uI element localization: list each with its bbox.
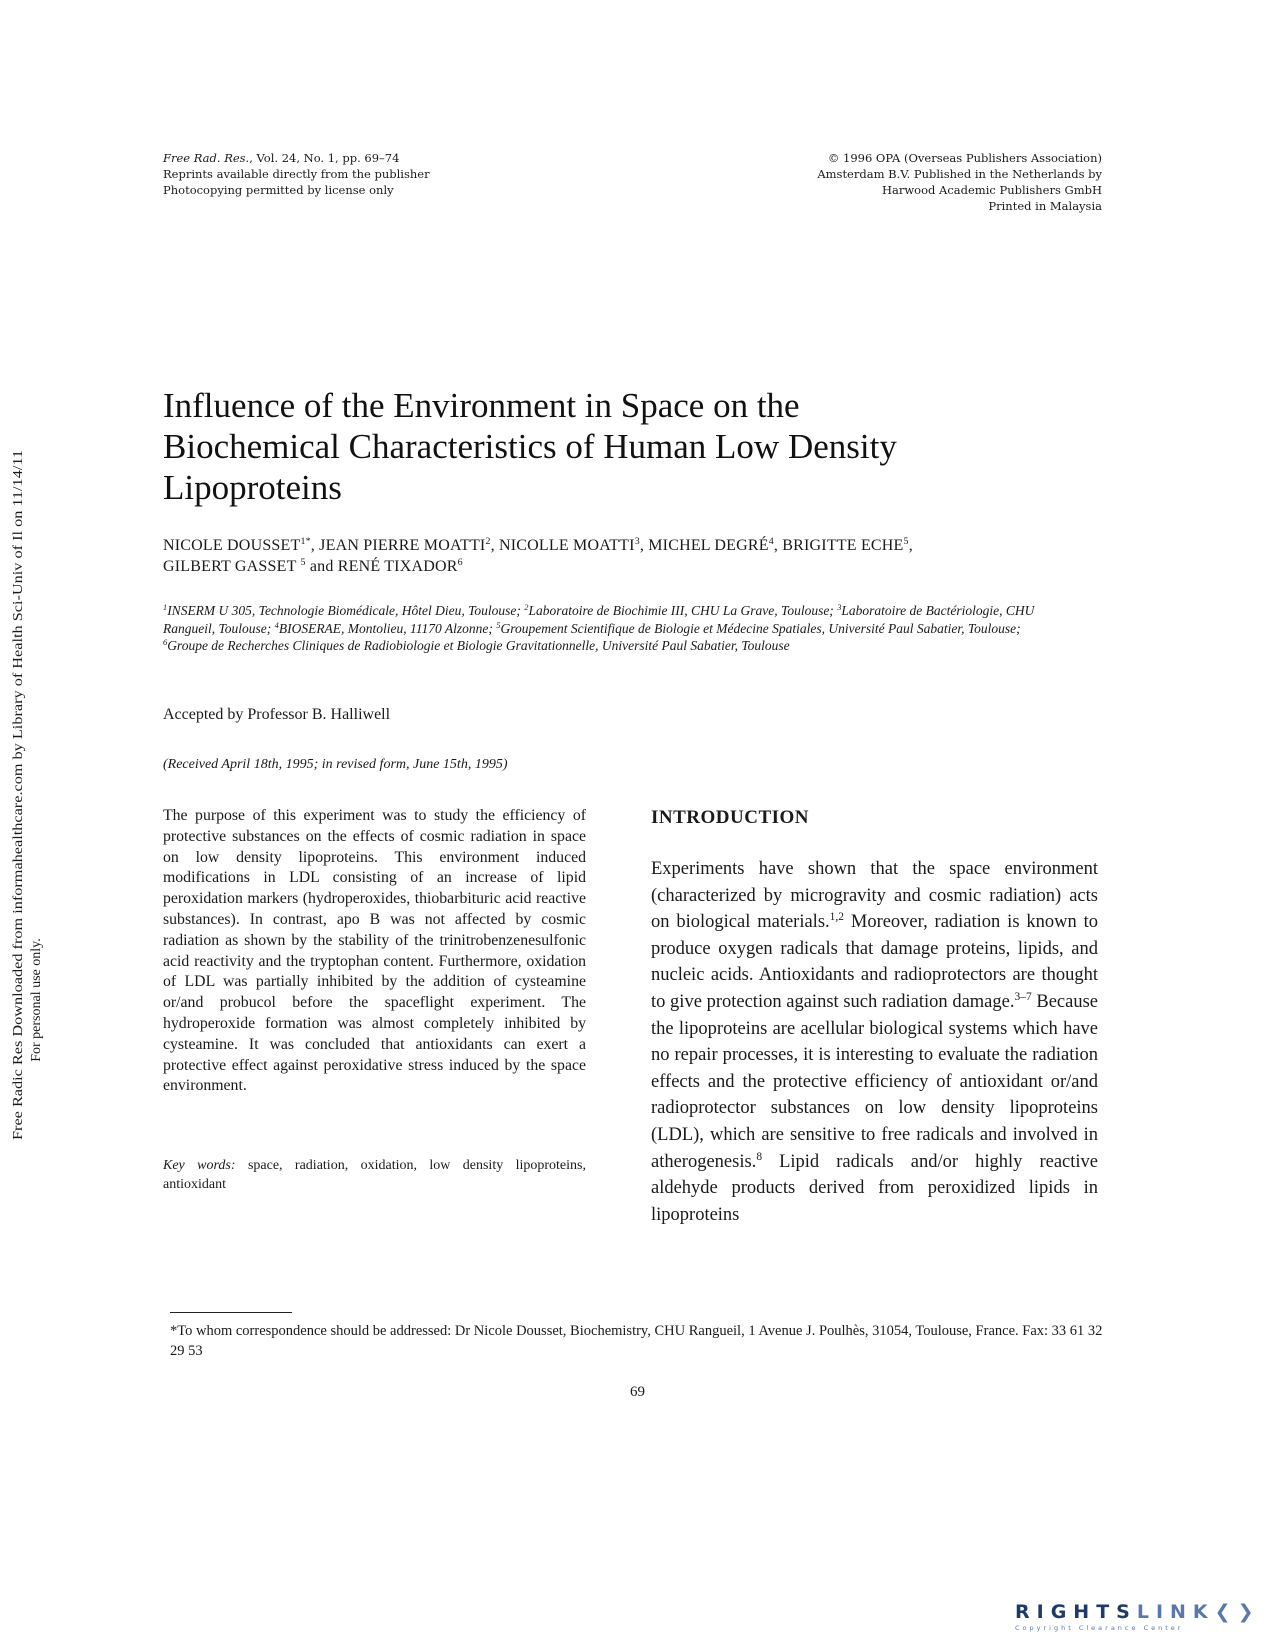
logo-link: LINK — [1136, 1601, 1215, 1623]
affil-text: Groupement Scientifique de Biologie et Médecine Spatiales, Université Paul Sabatier, Toulouse; — [500, 620, 1021, 636]
printed-line: Printed in Malaysia — [988, 199, 1102, 213]
sidebar-line-1: Free Radic Res Downloaded from informahealthcare.com by Library of Health Sci-Univ of Il on 11/14/11 — [11, 545, 26, 1140]
intro-text: Lipid radicals and/or highly reactive aldehyde products derived from peroxidized lipids in lipoproteins — [651, 1151, 1098, 1225]
published-line: Amsterdam B.V. Published in the Netherlands by — [817, 167, 1102, 181]
page-number: 69 — [630, 1384, 645, 1400]
author-name: , JEAN PIERRE MOATTI — [310, 537, 486, 554]
affil-sup: 6 — [163, 637, 168, 647]
author-name: GILBERT GASSET — [163, 558, 301, 575]
rightslink-wordmark — [1015, 1601, 1261, 1623]
author-line-2 — [163, 556, 1063, 577]
correspondence-footnote: *To whom correspondence should be addressed: Dr Nicole Dousset, Biochemistry, CHU Rangueil, 1 Avenue J. Poulhès, 31054, Toulouse, France. Fax: 33 61 32 29 53 — [170, 1323, 1103, 1359]
photocopy-note: Photocopying permitted by license only — [163, 183, 394, 197]
journal-citation — [163, 150, 483, 166]
author-line-1 — [163, 535, 1063, 556]
article-title — [163, 385, 1063, 508]
affil-text: INSERM U 305, Technologie Biomédicale, Hôtel Dieu, Toulouse; — [167, 603, 525, 618]
journal-citation-block — [163, 150, 483, 198]
author-name: and RENÉ TIXADOR — [305, 558, 458, 575]
affil-text: BIOSERAE, Montolieu, 11170 Alzonne; — [278, 620, 497, 636]
received-dates: (Received April 18th, 1995; in revised form, June 15th, 1995) — [163, 757, 508, 772]
citation-ref: 3–7 — [1014, 991, 1032, 1004]
publisher-block — [742, 150, 1102, 214]
author-name: , MICHEL DEGRÉ — [639, 537, 769, 554]
author-sup: 6 — [457, 557, 463, 569]
citation-ref: 8 — [756, 1150, 763, 1163]
intro-text: Moreover, radiation is known to produce oxygen radicals that damage proteins, lipids, and nucleic acids. Antioxidants and radioprotectors are thought to give protection against such radiation damage. — [651, 912, 1098, 1012]
introduction-heading: INTRODUCTION — [651, 807, 810, 828]
author-name: , BRIGITTE ECHE — [773, 537, 904, 554]
affil-sup: 3 — [837, 602, 842, 612]
keywords — [163, 1156, 586, 1194]
intro-text: Because the lipoproteins are acellular biological systems which have no repair processes, it is interesting to evaluate the radiation effects and the protective efficiency of antioxidant or/and radioprotector substances on low density lipoproteins (LDL), which are sensitive to free radicals and involved in atherogenesis. — [651, 991, 1098, 1172]
author-sup: 5 — [300, 557, 306, 569]
title-line-2: Biochemical Characteristics of Human Low Density — [163, 427, 897, 466]
download-sidebar — [4, 440, 54, 1140]
title-line-1: Influence of the Environment in Space on the — [163, 386, 800, 425]
sidebar-line-2: For personal use only. — [29, 938, 44, 1062]
affil-sup: 1 — [163, 602, 168, 612]
volume-pages: , Vol. 24, No. 1, pp. 69–74 — [249, 151, 400, 165]
affil-sup: 2 — [524, 602, 529, 612]
affil-text: Laboratoire de Biochimie III, CHU La Grave, Toulouse; — [528, 603, 838, 618]
publisher-name: Harwood Academic Publishers GmbH — [881, 183, 1102, 197]
author-list — [163, 535, 1063, 577]
keywords-label: Key words: — [163, 1158, 236, 1173]
journal-name: Free Rad. Res. — [163, 151, 250, 165]
reprints-note: Reprints available directly from the publisher — [163, 167, 430, 181]
affil-text: Groupe de Recherches Cliniques de Radiobiologie et Biologie Gravitationnelle, Université Paul Sabatier, Toulouse — [167, 638, 790, 653]
logo-rights: RIGHTS — [1015, 1601, 1137, 1623]
affil-text: Laboratoire de Bactériologie, CHU Rangueil, Toulouse; — [163, 603, 1035, 636]
author-name: , NICOLLE MOATTI — [490, 537, 635, 554]
sidebar-svg — [4, 440, 54, 1140]
author-name: NICOLE DOUSSET — [163, 537, 301, 554]
logo-arrow-icon: ❮❯ — [1214, 1601, 1261, 1623]
abstract: The purpose of this experiment was to study the efficiency of protective substances on the effects of cosmic radiation in space on low density lipoproteins. This environment induced modifications in LDL consisting of an increase of lipid peroxidation markers (hydroperoxides, thiobarbituric acid reactive substances). In contrast, apo B was not affected by cosmic radiation as shown by the stability of the trinitrobenzenesulfonic acid reactivity and the tryptophan content. Furthermore, oxidation of LDL was partially inhibited by the addition of cysteamine or/and probucol before the spaceflight experiment. The hydroperoxide formation was almost completely inhibited by cysteamine. It was concluded that antioxidants can exert a protective effect against peroxidative stress induced by the space environment. — [163, 807, 586, 1095]
rightslink-logo[interactable] — [1015, 1601, 1261, 1635]
citation-ref: 1,2 — [829, 911, 844, 924]
author-sup: 4 — [768, 536, 774, 548]
author-sup: 1* — [300, 536, 311, 548]
author-sup: 3 — [634, 536, 640, 548]
accepted-by: Accepted by Professor B. Halliwell — [163, 706, 391, 723]
logo-tagline: Copyright Clearance Center — [1015, 1624, 1184, 1632]
title-line-3: Lipoproteins — [163, 468, 342, 507]
author-sup: 5 — [903, 536, 909, 548]
author-sep: , — [908, 537, 913, 554]
intro-text: Experiments have shown that the space environment (characterized by microgravity and cosmic radiation) acts on biological materials. — [651, 859, 1098, 933]
introduction-body — [651, 856, 1098, 1228]
affil-sup: 5 — [496, 620, 501, 630]
footnote-rule — [170, 1312, 292, 1313]
copyright-line: © 1996 OPA (Overseas Publishers Association) — [827, 151, 1102, 165]
affil-sup: 4 — [274, 620, 279, 630]
affiliations — [163, 602, 1063, 655]
keywords-text: space, radiation, oxidation, low density lipoproteins, antioxidant — [163, 1158, 586, 1192]
author-sup: 2 — [485, 536, 491, 548]
